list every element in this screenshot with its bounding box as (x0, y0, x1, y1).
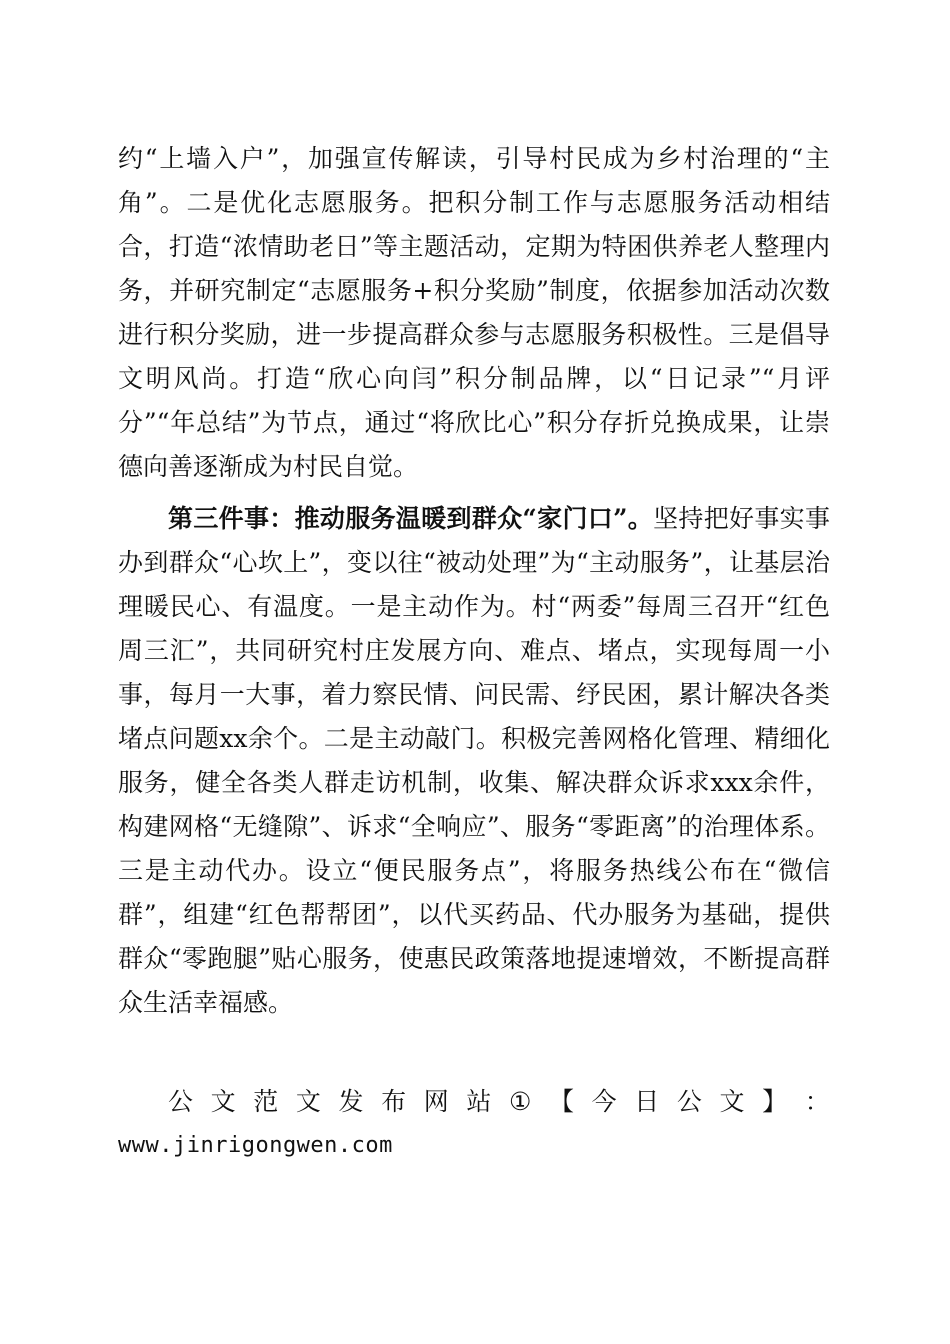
footer-char: ： (804, 1087, 830, 1116)
footer-source (118, 1080, 830, 1168)
footer-char: 公 (676, 1087, 702, 1116)
footer-char: 站 (466, 1087, 492, 1116)
footer-char: 网 (423, 1087, 449, 1116)
body-paragraph-1: 约“上墙入户”，加强宣传解读，引导村民成为乡村治理的“主角”。二是优化志愿服务。把积分制工作与志愿服务活动相结合，打造“浓情助老日”等主题活动，定期为特困供养老人整理内务，并研究制定“志愿服务+积分奖励”制度，依据参加活动次数进行积分奖励，进一步提高群众参与志愿服务积极性。三是倡导文明风尚。打造“欣心向闫”积分制品牌，以“日记录”“月评分”“年总结”为节点，通过“将欣比心”积分存折兑换成果，让崇德向善逐渐成为村民自觉。 (118, 144, 830, 481)
body-paragraph-2 (118, 497, 830, 1025)
footer-char: 文 (210, 1087, 236, 1116)
section-body: 坚持把好事实事办到群众“心坎上”，变以往“被动处理”为“主动服务”，让基层治理暖民心、有温度。一是主动作为。村“两委”每周三召开“红色周三汇”，共同研究村庄发展方向、难点、堵点，实现每周一小事，每月一大事，着力察民情、问民需、纾民困，累计解决各类堵点问题xx余个。二是主动敲门。积极完善网格化管理、精细化服务，健全各类人群走访机制，收集、解决群众诉求xxx余件，构建网格“无缝隙”、诉求“全响应”、服务“零距离”的治理体系。三是主动代办。设立“便民服务点”，将服务热线公布在“微信群”，组建“红色帮帮团”，以代买药品、代办服务为基础，提供群众“零跑腿”贴心服务，使惠民政策落地提速增效，不断提高群众生活幸福感。 (118, 504, 830, 1017)
footer-char: 今 (591, 1087, 617, 1116)
footer-char: 文 (295, 1087, 321, 1116)
section-heading: 第三件事：推动服务温暖到群众“家门口”。 (168, 504, 654, 533)
footer-char: ① (509, 1087, 532, 1116)
footer-char: 范 (253, 1087, 279, 1116)
footer-char: 公 (168, 1087, 194, 1116)
footer-char: 发 (338, 1087, 364, 1116)
footer-char: 文 (719, 1087, 745, 1116)
footer-char: 日 (634, 1087, 660, 1116)
footer-source-label (118, 1080, 830, 1124)
footer-char: 布 (381, 1087, 407, 1116)
footer-url[interactable]: www.jinrigongwen.com (118, 1133, 393, 1158)
footer-char: 】 (762, 1087, 788, 1116)
footer-char: 【 (549, 1087, 575, 1116)
